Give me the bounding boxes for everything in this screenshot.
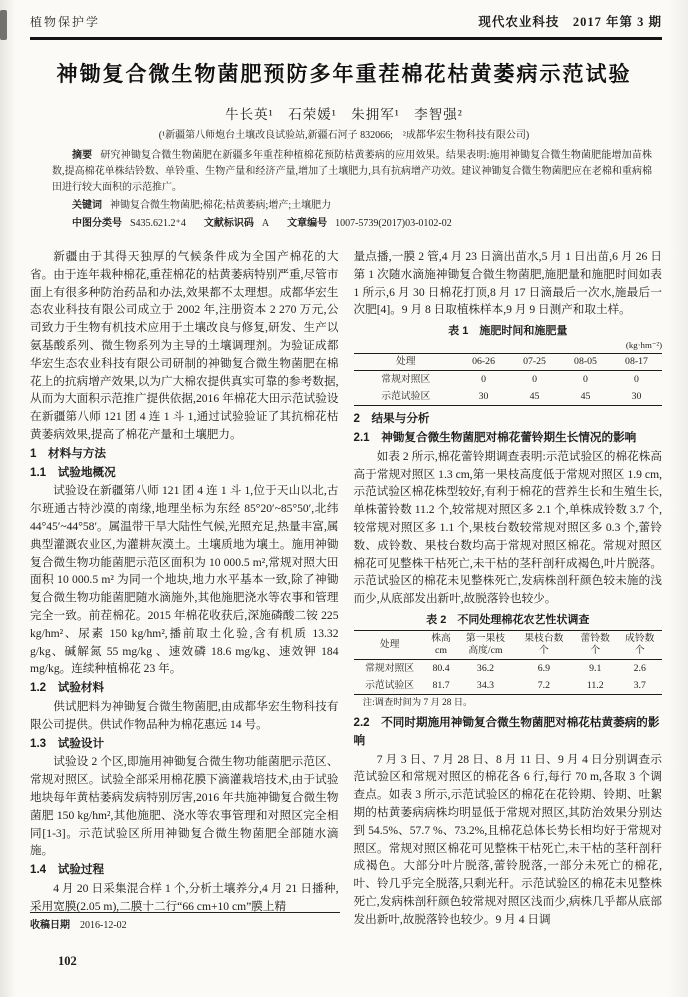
table-row (354, 354, 663, 371)
paragraph-1-1: 试验设在新疆第八师 121 团 4 连 1 斗 1,位于天山以北,古尔班通古特沙漠的南缘,地理坐标为东经 85°20′~85°50′,北纬 44°45′~44°58′。属温带干旱大陆性气候,光照充足,热量丰富,属典型灌溉农业区,为灌耕灰漠土。土壤质地为壤土。施用神锄复合微生物功能菌肥示范区面积为 10 000.5 m²,常规对照大田面积 10 000.5 m² 为同一个地块,地力水平基本一致,除了神锄复合微生物功能菌肥随水滴施外,其他施肥浇水等农事和管理完全一致。前茬棉花。2015 年棉花收获后,深施磷酸二铵 225 kg/hm²、尿素 150 kg/hm²,播前取土化验,含有机质 13.32 g/kg、碱解氮 55 mg/kg 、速效磷 18.6 mg/kg、速效钾 184 mg/kg。连续种植棉花 23 年。 (30, 484, 339, 676)
article-title: 神锄复合微生物菌肥预防多年重茬棉花枯黄萎病示范试验 (56, 63, 632, 86)
cell-value: 0 (532, 374, 537, 386)
table-1-unit: (kg·hm⁻²) (625, 340, 662, 351)
subsection-heading-1-4: 1.4 试验过程 (30, 863, 105, 877)
table-2-col-branches (515, 630, 573, 659)
article-meta-line (52, 216, 652, 232)
cell-value: 7.2 (537, 679, 550, 691)
header-line-1: 蕾铃数 (580, 632, 610, 644)
received-date-value: 2016-12-02 (80, 920, 127, 931)
table-1-col-date2: 07-25 (509, 354, 560, 371)
paragraph-1-3: 试验设 2 个区,即施用神锄复合微生物功能菌肥示范区、常规对照区。试验全部采用棉花膜下滴灌栽培技术,由于试验地块每年黄枯萎病发病特别厉害,2016 年共施神锄复合微生物菌肥 150 kg/hm²,其他施肥、浇水等农事管理和对照区完全相同[1-3]。示范试验区所用神锄复合微生物菌肥全部随水滴施。 (30, 755, 339, 858)
table-1-col-date1: 06-26 (458, 354, 509, 371)
table-2-caption: 表 2 不同处理棉花农艺性状调查 (426, 613, 590, 626)
clc-label: 中图分类号 (72, 218, 122, 229)
cell-value: 2.6 (633, 662, 646, 674)
subsection-heading-2-2: 2.2 不同时期施用神锄复合微生物菌肥对棉花枯黄萎病的影响 (353, 715, 660, 747)
row-label: 示范试验区 (381, 391, 431, 403)
keywords-label: 关键词 (72, 200, 102, 211)
cell-value: 0 (481, 374, 486, 386)
cell-value: 80.4 (432, 662, 450, 674)
clc-number: S435.621.2⁺4 (130, 218, 186, 229)
header-line-2: 高度/cm (468, 644, 503, 656)
paragraph-1-4: 4 月 20 日采集混合样 1 个,分析土壤养分,4 月 21 日播种,采用宽膜(2.05 m),二膜十二行“66 cm+10 cm”膜上精 (30, 881, 339, 913)
table-1-caption: 表 1 施肥时间和施肥量 (448, 325, 568, 338)
abstract-label: 摘要 (72, 150, 93, 161)
abstract-block (52, 148, 652, 234)
doc-code: A (261, 218, 270, 229)
section-heading-2: 2 结果与分析 (353, 412, 430, 426)
table-1-col-date4: 08-17 (611, 354, 662, 371)
table-2-col-bolls (617, 630, 662, 659)
abstract-paragraph (52, 148, 652, 196)
header-line-1: 果枝台数 (524, 632, 564, 644)
table-2 (354, 630, 663, 695)
cell-value: 45 (529, 391, 540, 403)
received-date-label: 收稿日期 (30, 920, 70, 931)
journal-issue-label: 现代农业科技 2017 年第 3 期 (478, 15, 662, 29)
section-label: 植物保护学 (30, 15, 101, 29)
authors-line: 牛长英¹ 石荣媛¹ 朱拥军¹ 李智强² (225, 107, 463, 122)
paragraph-1-2: 供试肥料为神锄复合微生物菌肥,由成都华宏生物科技有限公司提供。供试作物品种为棉花惠远 14 号。 (30, 699, 339, 731)
table-2-col-first-branch (456, 630, 514, 659)
subsection-heading-1-3: 1.3 试验设计 (30, 736, 105, 750)
page-header (30, 12, 662, 40)
header-line-2: 个 (590, 644, 601, 656)
row-label: 常规对照区 (365, 662, 415, 674)
table-1-col-date3: 08-05 (560, 354, 611, 371)
cell-value: 0 (634, 374, 639, 386)
cell-value: 3.7 (633, 679, 646, 691)
abstract-text: 研究神锄复合微生物菌肥在新疆多年重茬种植棉花预防枯黄萎病的应用效果。结果表明:施用神锄复合微生物菌肥能增加苗株数,提高棉花单株结铃数、单铃重、生物产量和经济产量,增加了土壤肥力,具有抗病增产功效。建议神锄复合微生物菌肥应在老棉和重病棉田进行较大面积的示范推广。 (52, 150, 653, 193)
paragraph-2-2: 7 月 3 日、7 月 28 日、8 月 11 日、9 月 4 日分别调查示范试验区和常规对照区的棉花各 6 行,每行 70 m,各取 3 个调查点。如表 3 所示,示范试验区的棉花在花铃期、铃期、吐絮期的枯黄萎病病株均明显低于常规对照区,其防治效果分别达到 54.5%、57.7 %、73.2%,且棉花总体长势长相均好于常规对照区。常规对照区棉花可见整株干枯死亡,未干枯的茎秆剖秆成褐色。大部分叶片脱落,蕾铃脱落,一部分未死亡的棉花,叶、铃几乎完全脱落,只剩光秆。示范试验区的棉花未见整株死亡,发病株剖秆颜色较常规对照区浅而少,病株几乎都从底部发出新叶,故脱落铃也较少。9 月 4 日调 (353, 752, 662, 926)
subsection-heading-1-1: 1.1 试验地概况 (30, 465, 116, 479)
received-date-footnote (30, 912, 340, 931)
table-row (354, 659, 663, 677)
section-heading-1: 1 材料与方法 (30, 446, 107, 460)
keywords-text: 神锄复合微生物菌肥;棉花;枯黄萎病;增产;土壤肥力 (110, 200, 332, 211)
table-row (354, 388, 663, 406)
cell-value: 45 (580, 391, 591, 403)
subsection-heading-2-1: 2.1 神锄复合微生物菌肥对棉花蕾铃期生长情况的影响 (353, 430, 637, 444)
cell-value: 9.1 (589, 662, 602, 674)
paragraph-1-4-continued: 量点播,一膜 2 管,4 月 23 日滴出苗水,5 月 1 日出苗,6 月 26 日第 1 次随水滴施神锄复合微生物菌肥,施肥量和施肥时间如表 1 所示,6 月 30 日棉花打顶,8 月 17 日滴最后一次水,施最后一次肥[4]。9 月 8 日取植株样本,9 月 9 日测产和取土样。 (353, 250, 662, 317)
paragraph-2-1: 如表 2 所示,棉花蕾铃期调查表明:示范试验区的棉花株高高于常规对照区 1.3 cm,第一果枝高度低于常规对照区 1.9 cm,示范试验区棉花株型较好,有利于棉花的营养生长和生殖生长,单株蕾铃数 11.2 个,较常规对照区多 2.1 个,单株成铃数 3.7 个,较常规对照区多 1.1 个,果枝台数较常规对照区多 0.3 个,蕾铃数、成铃数、果枝台数均高于常规对照区棉花。常规对照区棉花可见整株干枯死亡,未干枯的茎秆剖秆成褐色,叶片脱落。示范试验区的棉花未见整株死亡,发病株剖秆颜色较未施的浅而少,从底部发出新叶,故脱落铃也较少。 (353, 449, 662, 606)
table-1 (354, 353, 663, 406)
subsection-heading-1-2: 1.2 试验材料 (30, 681, 105, 695)
header-line-1: 成铃数 (625, 632, 655, 644)
header-line-2: 个 (634, 644, 645, 656)
table-1-body (354, 371, 663, 406)
header-line-2: 个 (538, 644, 549, 656)
table-2-col-treatment: 处理 (354, 630, 426, 659)
header-line-2: cm (435, 644, 448, 656)
cell-value: 11.2 (586, 679, 604, 691)
table-row (354, 630, 663, 659)
row-label: 常规对照区 (381, 374, 431, 386)
cell-value: 30 (478, 391, 489, 403)
cell-value: 81.7 (432, 679, 450, 691)
table-2-header (354, 630, 663, 659)
affiliation-line: (¹新疆第八师炮台土壤改良试验站,新疆石河子 832066; ²成都华宏生物科技有限公司) (158, 130, 530, 141)
table-2-col-buds (573, 630, 617, 659)
table-1-col-treatment: 处理 (354, 354, 459, 371)
keywords-line (52, 198, 652, 214)
table-2-body (354, 659, 663, 694)
cell-value: 30 (631, 391, 642, 403)
scan-smudge (0, 10, 7, 40)
cell-value: 36.2 (476, 662, 495, 674)
intro-paragraph: 新疆由于其得天独厚的气候条件成为全国产棉花的大省。由于连年栽种棉花,重茬棉花的枯黄萎病特别严重,尽管市面上有很多种防治药品和办法,效果都不太理想。成都华宏生态农业科技有限公司成立于 2002 年,注册资本 2 270 万元,公司致力于生物有机技术应用于土壤改良与修复,研发、生产以氨基酸系列、微生物系列为主导的土壤调理剂。为验证成都华宏生态农业科技有限公司研制的神锄复合微生物菌肥在棉花上的抗病增产效果,以为广大棉农提供真实可靠的参考数据,从而为大面积示范推广提供依据,2016 年棉花大田示范试验设在新疆第八师 121 团 4 连 1 斗 1,通过试验验证了其抗棉花枯黄萎病效果,提高了棉花产量和土壤肥力。 (30, 250, 339, 441)
header-line-1: 株高 (431, 632, 451, 644)
table-row (354, 371, 663, 389)
row-label: 示范试验区 (365, 679, 415, 691)
table-2-note: 注:调查时间为 7 月 28 日。 (362, 697, 473, 708)
cell-value: 34.3 (476, 679, 495, 691)
page-number: 102 (58, 954, 77, 968)
right-column (354, 248, 663, 934)
article-body (30, 248, 662, 934)
article-id-label: 文章编号 (287, 218, 328, 229)
header-line-1: 第一果枝 (465, 632, 506, 644)
cell-value: 6.9 (537, 662, 550, 674)
left-column (30, 248, 339, 934)
table-row (354, 677, 663, 695)
table-1-header (354, 354, 663, 371)
table-2-col-height (426, 630, 457, 659)
article-id: 1007-5739(2017)03-0102-02 (335, 218, 452, 229)
cell-value: 0 (583, 374, 588, 386)
doc-code-label: 文献标识码 (203, 218, 254, 229)
